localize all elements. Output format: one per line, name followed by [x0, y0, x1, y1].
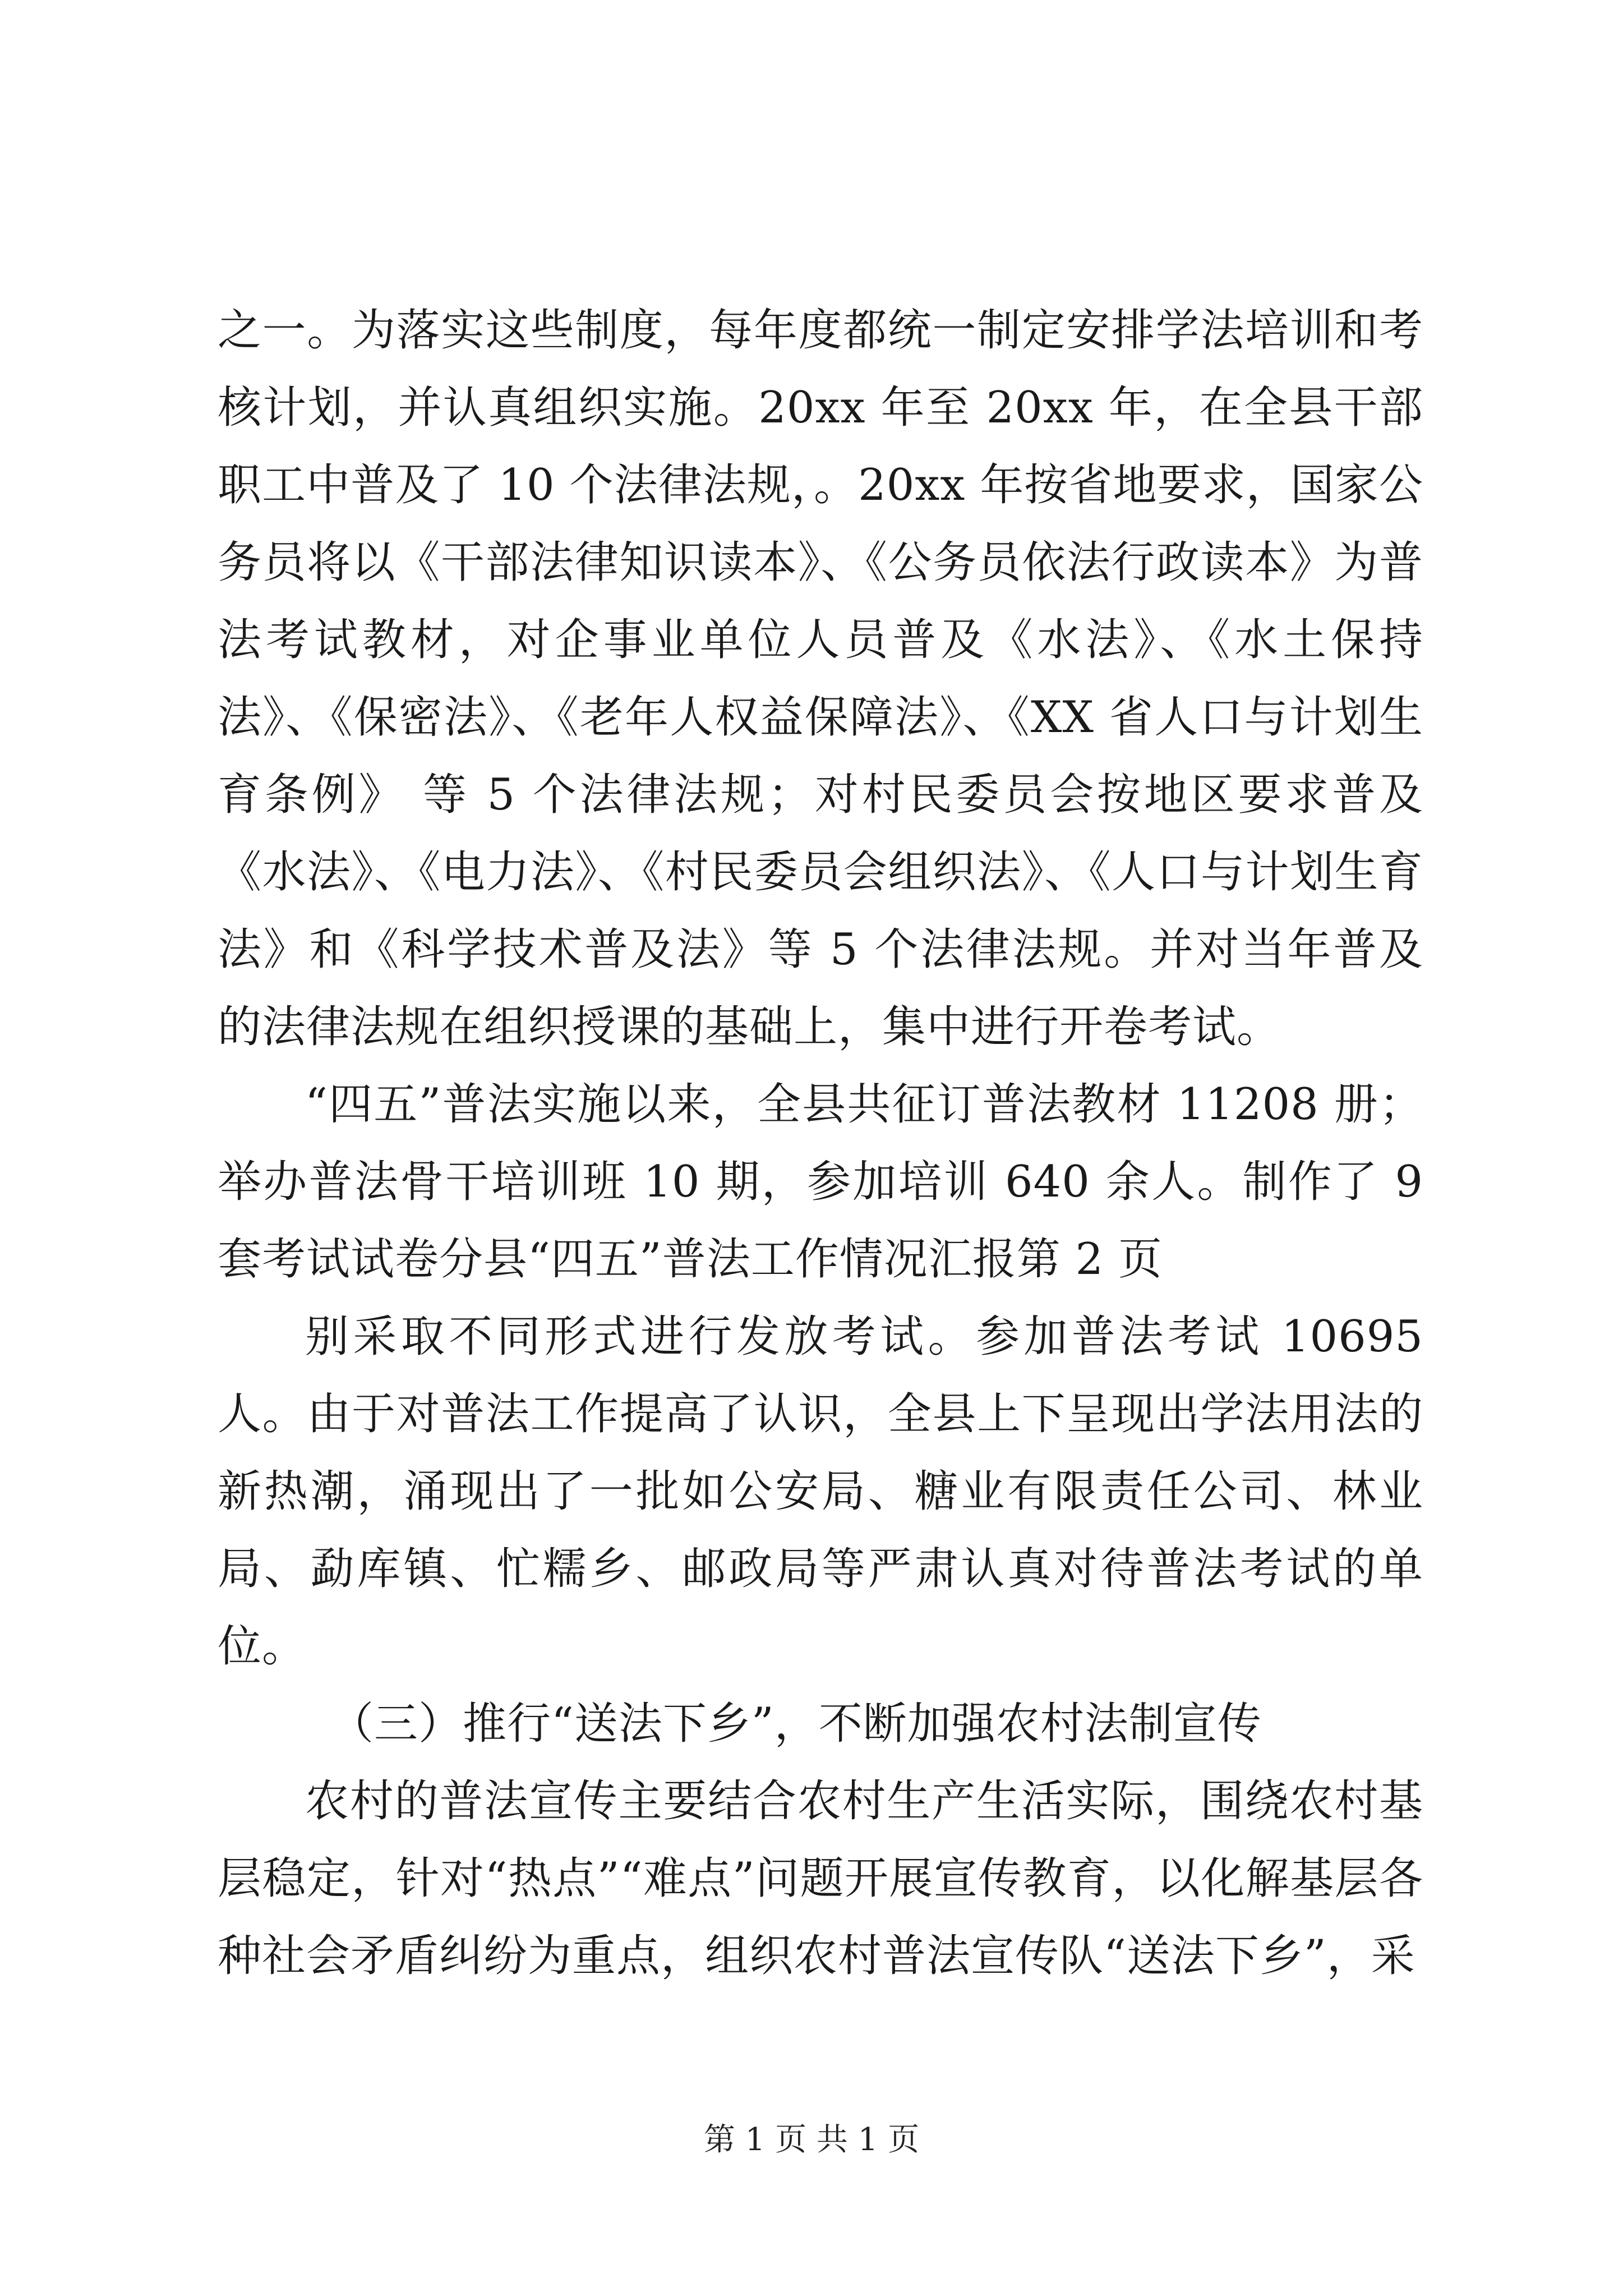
section-heading: （三）推行“送法下乡”，不断加强农村法制宣传 — [330, 1699, 1262, 1749]
document-body — [218, 292, 1423, 1995]
page-footer: 第 1 页 共 1 页 — [703, 2122, 920, 2158]
body-paragraph: 农村的普法宣传主要结合农村生产生活实际，围绕农村基层稳定，针对“热点”“难点”问题开展宣传教育，以化解基层各种社会矛盾纠纷为重点，组织农村普法宣传队“送法下乡”，采 — [218, 1776, 1423, 1981]
body-paragraph: 别采取不同形式进行发放考试。参加普法考试 10695 人。由于对普法工作提高了认识，全县上下呈现出学法用法的新热潮，涌现出了一批如公安局、糖业有限责任公司、林业局、勐库镇、忙糯乡、邮政局等严肃认真对待普法考试的单位。 — [218, 1312, 1423, 1672]
body-paragraph: “四五”普法实施以来，全县共征订普法教材 11208 册；举办普法骨干培训班 10 期，参加培训 640 余人。制作了 9 套考试试卷分县“四五”普法工作情况汇报第 2 页 — [218, 1079, 1423, 1285]
body-paragraph: 之一。为落实这些制度，每年度都统一制定安排学法培训和考核计划，并认真组织实施。20xx 年至 20xx 年，在全县干部职工中普及了 10 个法律法规，。20xx 年按省地要求，国家公务员将以《干部法律知识读本》、《公务员依法行政读本》为普法考试教材，对企事业单位人员普及《水法》、《水土保持法》、《保密法》、《老年人权益保障法》、《XX 省人口与计划生育条例》 等 5 个法律法规；对村民委员会按地区要求普及《水法》、《电力法》、《村民委员会组织法》、《人口与计划生育法》和《科学技术普及法》等 5 个法律法规。并对当年普及的法律法规在组织授课的基础上，集中进行开卷考试。 — [218, 305, 1423, 1052]
